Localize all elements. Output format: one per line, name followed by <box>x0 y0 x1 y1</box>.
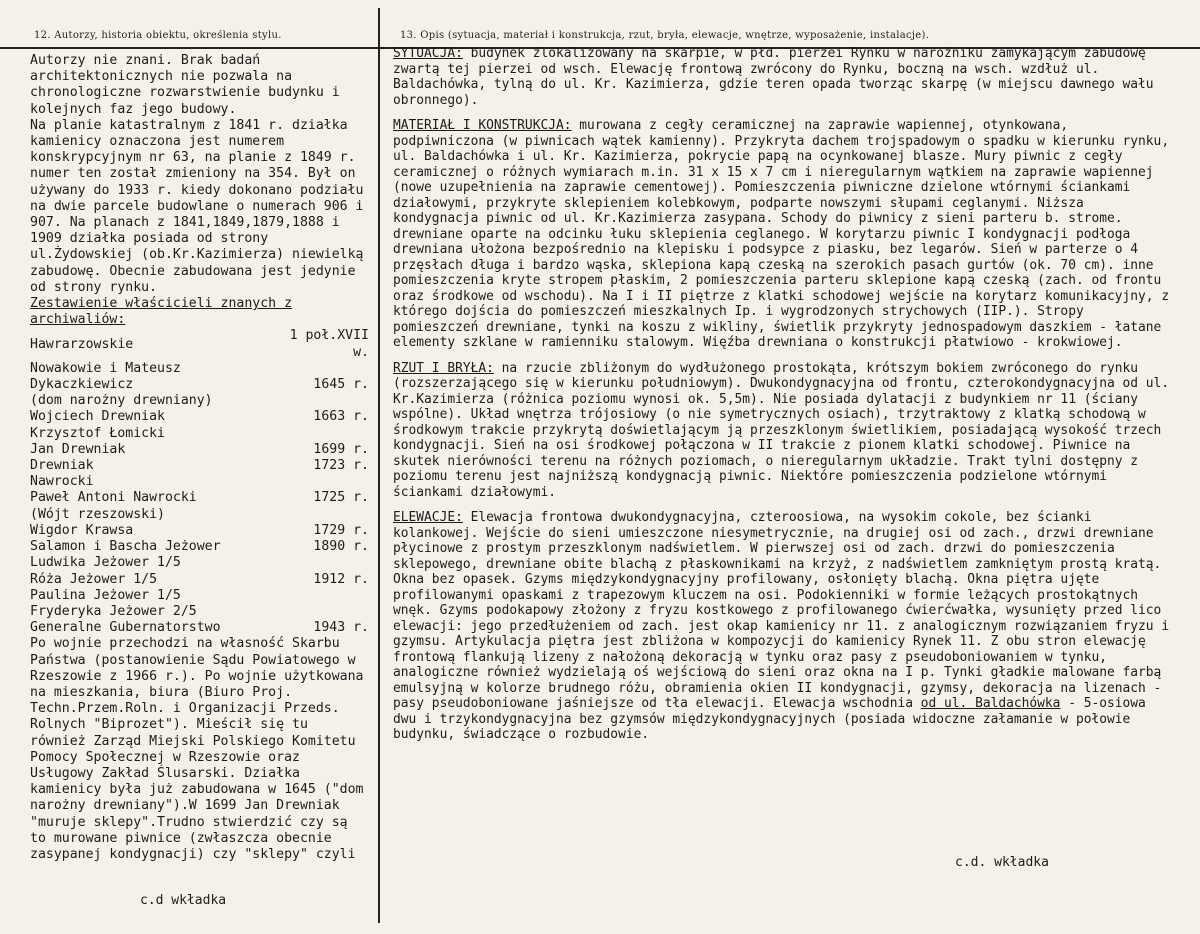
elewacje-section <box>393 510 1173 743</box>
owner-row <box>30 490 375 506</box>
owner-year: 1699 r. <box>313 441 369 457</box>
after-war-paragraph: Po wojnie przechodzi na własność Skarbu Państwa (postanowienie Sądu Powiatowego w Rzeszowie z 1966 r.). Po wojnie użytkowana na mieszkania, biura (Biuro Proj. Techn.Przem.Roln. i Organizacji Przeds. Rolnych "Biprozet"). Mieścił się tu również Zarząd Miejski Polskiego Komitetu Pomocy Społecznej w Rzeszowie oraz Usługowy Zakład Ślusarski. Działka kamienicy była już zabudowana w 1645 ("dom narożny drewniany").W 1699 Jan Drewniak "muruje sklepy".Trudno stwierdzić czy są to murowane piwnice (zwłaszcza obecnie zasypanej kondygnacji) czy "sklepy" czyli <box>30 636 364 862</box>
owner-year <box>289 588 375 604</box>
owner-name: Nowakowie i Mateusz <box>30 360 181 376</box>
elewacje-text-b: - 5-osiowa dwu i trzykondygnacyjna bez gzymsów międzykondygnacyjnych (posiada widoczne załamanie w połowie budynku, świadczące o rozbudowie. <box>393 696 1146 742</box>
rzut-label: RZUT I BRYŁA: <box>393 360 494 376</box>
owner-name: Dykaczkiewicz <box>30 377 134 393</box>
owner-name: Wojciech Drewniak <box>30 409 165 425</box>
right-column <box>393 46 1173 753</box>
owner-row <box>30 409 375 425</box>
elewacje-street-name: od ul. Baldachówka <box>920 696 1061 711</box>
owner-row <box>30 555 375 571</box>
rzut-text: na rzucie zbliżonym do wydłużonego prostokąta, krótszym bokiem zwróconego do rynku (rozszerzającego się w kierunku południowym). Dwukondygnacyjna od frontu, czterokondygnacyjna od ul. Kr.Kazimierza (różnica poziomu wynosi ok. 5,5m). Nie posiada dylatacji z budynkiem nr 11 (ściany wspólne). Układ wnętrza trójosiowy (o nie symetrycznych osiach), trzytraktowy z klatką schodową w środkowym trakcie przykrytą doświetlającym ją przeszklonym świetlikiem, posiadającą wysokość trzech kondygnacji. Sień na osi środkowej połączona w II trakcie z pionem klatki schodowej. Piwnice na skutek nierówności terenu na różnych poziomach, o nieregularnym układzie. Trakt tylni dostępny z poziomu terenu jest najniższą kondygnacją piwnic. Niektóre pomieszczenia podzielone wtórnymi ściankami działowymi. <box>393 360 1170 500</box>
elewacje-label: ELEWACJE: <box>393 510 463 525</box>
owner-row <box>30 361 375 377</box>
owner-name: Róża Jeżower 1/5 <box>30 571 158 587</box>
owner-name: Salamon i Bascha Jeżower <box>30 539 221 555</box>
owner-name: Nawrocki <box>30 474 94 490</box>
owner-year: 1723 r. <box>313 458 369 474</box>
owner-year: 1912 r. <box>313 571 369 587</box>
owner-name: Jan Drewniak <box>30 441 126 457</box>
owner-name: (Wójt rzeszowski) <box>30 506 165 522</box>
owner-row <box>30 572 375 588</box>
left-column <box>30 53 370 863</box>
owner-year: 1729 r. <box>313 522 369 538</box>
owner-year: 1663 r. <box>313 409 369 425</box>
owner-name: Krzysztof Łomicki <box>30 425 165 441</box>
owner-name: Generalne Gubernatorstwo <box>30 620 221 636</box>
sytuacja-label: SYTUACJA: <box>393 46 463 61</box>
elewacje-text-a: Elewacja frontowa dwukondygnacyjna, czteroosiowa, na wysokim cokole, bez ścianki kolankowej. Wejście do sieni umieszczone niesymetrycznie, na drugiej osi od zach., drzwi drewniane płycinowe z prostym przeszklonym nadświetlem. W pierwszej osi od zach. drzwi do pomieszczenia sklepowego, drewniane obite blachą z płaskownikami na krzyż, z nadświetlem zamkniętym prostą kratą. Okna bez opasek. Gzyms międzykondygnacyjny profilowany, osłonięty blachą. Okna piętra ujęte profilowanymi opaskami z trapezowym kluczem na osi. Podokienniki w formie leżących prostokątnych wnęk. Gzyms podokapowy złożony z fryzu kostkowego z profilowanego ćwierćwałka, wysunięty przed lico elewacji: jego przedłużeniem od zach. jest okap kamienicy nr 11. z analogicznym rozwiązaniem fryzu i gzymsu. Artykulacja piętra jest zbliżona w kompozycji do kamienicy Rynek 11. Z obu stron elewację frontową flankują lizeny z nałożoną dekoracją w tynku oraz pasy z pseudoboniowaniem w tynku, analogiczne również wydzielają oś wejściową do sieni oraz okna na I p. Tynki gładkie malowane farbą emulsyjną w kolorze brudnego różu, obramienia okien II kondygnacji, gzymsy, dekoracja na lizenach - pasy pseudoboniowane jaśniejsze od tła elewacji. Elewacja wschodnia <box>393 510 1170 711</box>
left-continuation-note: c.d wkładka <box>140 893 227 908</box>
owner-row <box>30 604 375 620</box>
owner-year <box>289 361 375 377</box>
owner-year <box>289 393 375 409</box>
owner-year: 1890 r. <box>313 539 369 555</box>
authors-paragraph: Autorzy nie znani. Brak badań architektonicznych nie pozwala na chronologiczne rozwarstwienie budynku i kolejnych faz jego budowy. <box>30 53 340 117</box>
owner-row <box>30 620 375 636</box>
owner-year: 1645 r. <box>313 377 369 393</box>
history-paragraph: Na planie katastralnym z 1841 r. działka kamienicy oznaczona jest numerem konskrypcyjnym nr 63, na planie z 1849 r. numer ten został zmieniony na 354. Był on używany do 1933 r. kiedy dokonano podziału na dwie parcele budowlane o numerach 906 i 907. Na planach z 1841,1849,1879,1888 i 1909 działka posiada od strony ul.Żydowskiej (ob.Kr.Kazimierza) niewielką zabudowę. Obecnie zabudowana jest jedynie od strony rynku. <box>30 117 364 295</box>
sytuacja-section <box>393 46 1173 108</box>
owner-year <box>289 507 375 523</box>
section-13-header: 13. Opis (sytuacja, materiał i konstrukcja, rzut, bryła, elewacje, wnętrze, wyposażenie, instalacje). <box>400 30 930 41</box>
owner-year: 1725 r. <box>313 490 369 506</box>
owner-row <box>30 507 375 523</box>
owner-name: Paulina Jeżower 1/5 <box>30 587 181 603</box>
owner-year <box>289 604 375 620</box>
owner-year: 1 poł.XVII w. <box>289 328 369 360</box>
sytuacja-text: budynek zlokalizowany na skarpie, w płd. pierzei Rynku w narożniku zamykającym zabudowę zwartą tej pierzei od wsch. Elewację frontową zwrócony do Rynku, boczną na wsch. wzdłuż ul. Baldachówka, tylną do ul. Kr. Kazimierza, gdzie teren opada tworząc skarpę (w miejscu dawnego wału obronnego). <box>393 46 1154 108</box>
owner-row <box>30 458 375 474</box>
owner-row <box>30 377 375 393</box>
owner-name: Drewniak <box>30 458 94 474</box>
owner-row <box>30 426 375 442</box>
right-continuation-note: c.d. wkładka <box>955 855 1049 870</box>
owner-year <box>289 555 375 571</box>
owner-year <box>289 426 375 442</box>
owner-row <box>30 442 375 458</box>
owner-name: Fryderyka Jeżower 2/5 <box>30 603 197 619</box>
rzut-section <box>393 361 1173 501</box>
owner-row <box>30 328 375 360</box>
owner-name: Ludwika Jeżower 1/5 <box>30 555 181 571</box>
owner-name: Paweł Antoni Nawrocki <box>30 490 197 506</box>
section-12-header: 12. Autorzy, historia obiektu, określenia stylu. <box>34 30 282 41</box>
owners-table <box>30 328 375 636</box>
owner-name: Wigdor Krawsa <box>30 522 134 538</box>
owner-row <box>30 588 375 604</box>
owner-row <box>30 393 375 409</box>
owners-title: Zestawienie właścicieli znanych z archiwaliów: <box>30 296 293 328</box>
column-divider <box>378 8 380 923</box>
owner-year <box>289 474 375 490</box>
owner-name: Hawrarzowskie <box>30 336 134 352</box>
owner-row <box>30 523 375 539</box>
owner-name: (dom narożny drewniany) <box>30 393 213 409</box>
owner-row <box>30 539 375 555</box>
material-label: MATERIAŁ I KONSTRUKCJA: <box>393 118 572 133</box>
owner-year: 1943 r. <box>313 620 369 636</box>
material-section <box>393 118 1173 351</box>
material-text: murowana z cegły ceramicznej na zaprawie wapiennej, otynkowana, podpiwniczona (w piwnicach wątek kamienny). Przykryta dachem trojspadowym o spadku w kierunku rynku, ul. Baldachówka i ul. Kr. Kazimierza, pokrycie papą na ocynkowanej blasze. Mury piwnic z cegły ceramicznej o różnych wymiarach m.in. 31 x 15 x 7 cm i nieregularnym wątkiem na zaprawie wapiennej (nowe uzupełnienia na zaprawie cementowej). Pomieszczenia piwniczne dzielone wtórnymi ściankami działowymi, przykryte sklepieniem kolebkowym, podparte nowszymi słupami ceglanymi. Niższa kondygnacja piwnic od ul. Kr.Kazimierza zasypana. Schody do piwnicy z sieni parteru b. strome. drewniane oparte na odcinku łuku sklepienia ceglanego. W korytarzu piwnic I kondygnacji podłoga drewniana ułożona bezpośrednio na klepisku i podsypce z piasku, bez legarów. Sień w parterze o 4 przęsłach długa i bardzo wąska, sklepiona kapą czeską na szerokich pasach gurtów (ok. 70 cm). inne pomieszczenia kryte stropem płaskim, 2 pomieszczenia parteru sklepione kapą czeską (zach. od frontu oraz środkowe od wschodu). Na I i II piętrze z klatki schodowej wejście na korytarz komunikacyjny, z którego dojścia do pomieszczeń mieszkalnych Ip. i wygrodzonych strychowych (IIP.). Stropy pomieszczeń drewniane, tynki na koszu z wikliny, świetlik przykryty jednospadowym daszkiem - łatane elementy szklane w ramienniku stalowym. Więźba drewniana o konstrukcji płatwiowo - krokwiowej. <box>393 118 1170 350</box>
owner-row <box>30 474 375 490</box>
